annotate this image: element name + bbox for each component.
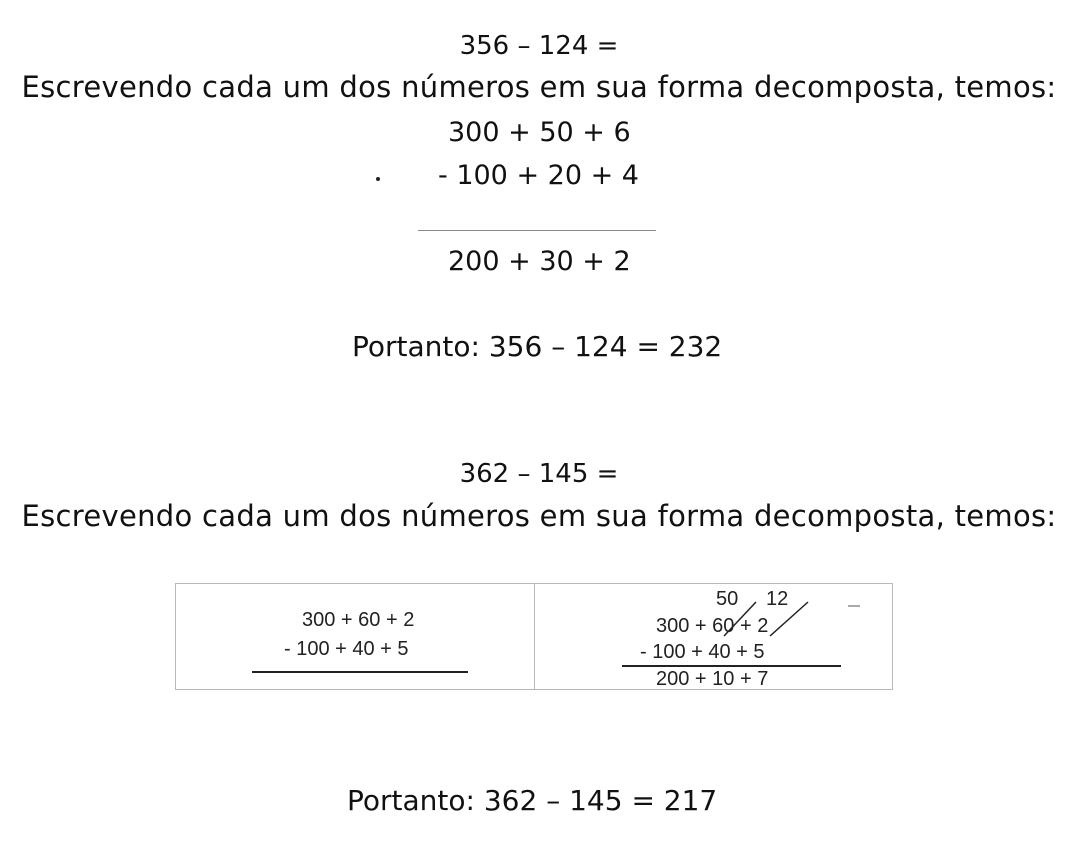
carry-ones: 12 xyxy=(766,588,789,610)
borrow-strikes xyxy=(176,584,894,691)
conclusion-2: Portanto: 362 – 145 = 217 xyxy=(347,784,718,817)
decomposition-1-line1: 300 + 50 + 6 xyxy=(448,117,631,148)
right-panel-line1: 300 + 60 + 2 xyxy=(656,615,769,637)
strike-tens xyxy=(724,602,756,636)
intro-1: Escrevendo cada um dos números em sua forma decomposta, temos: xyxy=(21,70,1057,104)
strike-ones xyxy=(770,602,808,636)
problem-2: 362 – 145 = xyxy=(459,459,619,489)
right-panel-line2: - 100 + 40 + 5 xyxy=(640,641,765,663)
right-panel-result: 200 + 10 + 7 xyxy=(656,668,769,690)
decomposition-1-result: 200 + 30 + 2 xyxy=(448,246,631,277)
problem-1: 356 – 124 = xyxy=(459,31,619,61)
left-panel-line2: - 100 + 40 + 5 xyxy=(284,638,409,660)
sum-rule-1 xyxy=(418,230,656,231)
carry-tens: 50 xyxy=(716,588,739,610)
decomposition-1-line2: - 100 + 20 + 4 xyxy=(438,160,639,191)
worked-example-box xyxy=(175,583,893,690)
stray-dot xyxy=(376,177,380,181)
conclusion-1: Portanto: 356 – 124 = 232 xyxy=(352,330,723,363)
left-panel-line1: 300 + 60 + 2 xyxy=(302,609,415,631)
intro-2: Escrevendo cada um dos números em sua forma decomposta, temos: xyxy=(21,499,1057,533)
